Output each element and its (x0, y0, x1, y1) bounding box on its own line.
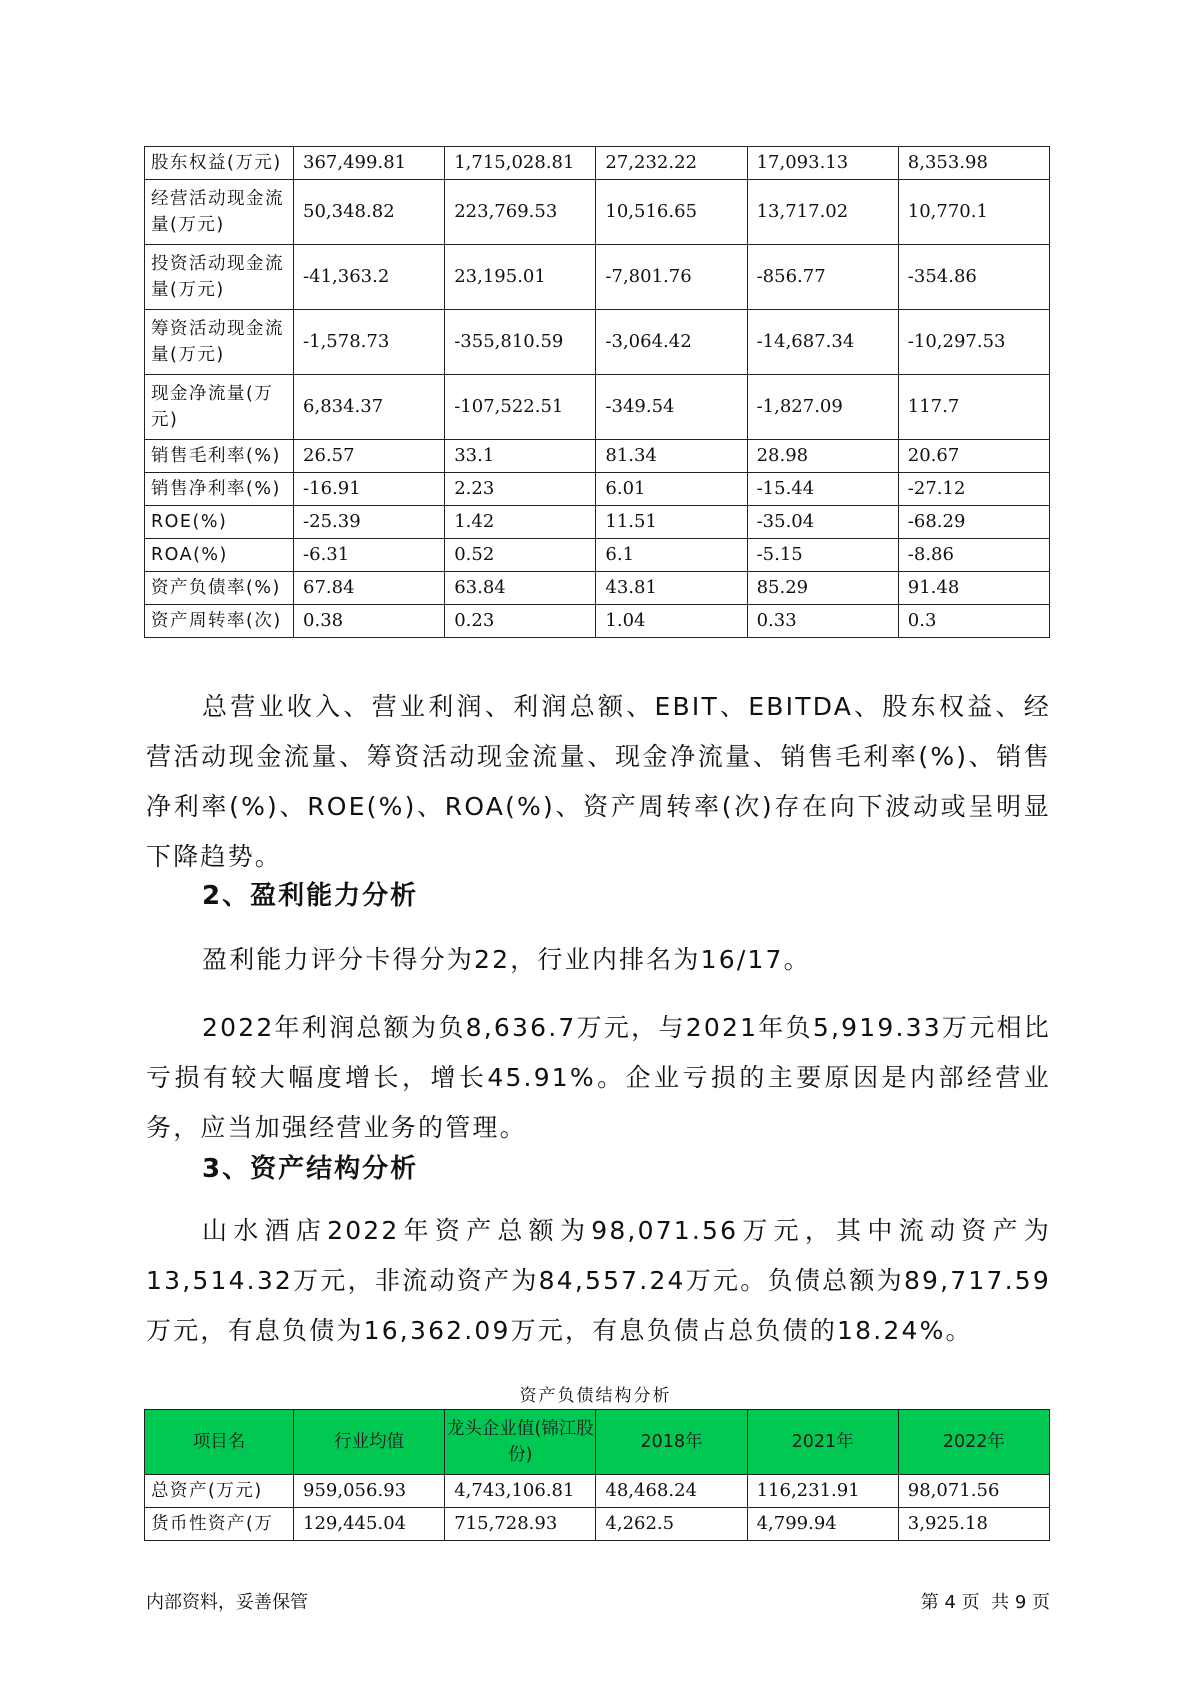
table-cell: -856.77 (747, 245, 898, 310)
table-cell: 50,348.82 (294, 180, 445, 245)
table-cell: 43.81 (596, 572, 747, 605)
table-cell: -25.39 (294, 506, 445, 539)
row-label: 销售净利率(%) (145, 473, 294, 506)
profitability-score-paragraph: 盈利能力评分卡得分为22，行业内排名为16/17。 (202, 945, 811, 974)
table-row (145, 440, 1050, 473)
row-label: 股东权益(万元) (145, 147, 294, 180)
row-label: 筹资活动现金流量(万元) (145, 310, 294, 375)
row-label: 货币性资产(万 (145, 1508, 294, 1541)
column-header: 2022年 (898, 1410, 1049, 1475)
table-cell: 1.42 (445, 506, 596, 539)
row-label: ROE(%) (145, 506, 294, 539)
table-cell: 117.7 (898, 375, 1049, 440)
row-label: 投资活动现金流量(万元) (145, 245, 294, 310)
table-cell: 23,195.01 (445, 245, 596, 310)
row-label: 资产周转率(次) (145, 605, 294, 638)
profit-analysis-paragraph: 2022年利润总额为负8,636.7万元，与2021年负5,919.33万元相比亏损有较大幅度增长，增长45.91%。企业亏损的主要原因是内部经营业务，应当加强经营业务的管理。 (146, 1013, 1051, 1142)
table-cell: 10,516.65 (596, 180, 747, 245)
table-row (145, 539, 1050, 572)
table-cell: -14,687.34 (747, 310, 898, 375)
table-cell: 715,728.93 (445, 1508, 596, 1541)
row-label: ROA(%) (145, 539, 294, 572)
table-cell: 1.04 (596, 605, 747, 638)
table-cell: 3,925.18 (898, 1508, 1049, 1541)
column-header: 2018年 (596, 1410, 747, 1475)
table-cell: 6.01 (596, 473, 747, 506)
table-cell: -349.54 (596, 375, 747, 440)
page-number: 第 4 页 共 9 页 (920, 1592, 1050, 1613)
table-row (145, 310, 1050, 375)
table-cell: -35.04 (747, 506, 898, 539)
table-cell: -10,297.53 (898, 310, 1049, 375)
table-cell: -5.15 (747, 539, 898, 572)
table-cell: 367,499.81 (294, 147, 445, 180)
table-caption: 资产负债结构分析 (519, 1386, 672, 1406)
table-cell: 116,231.91 (747, 1475, 898, 1508)
table-cell: 33.1 (445, 440, 596, 473)
table-cell: 63.84 (445, 572, 596, 605)
table-cell: 959,056.93 (294, 1475, 445, 1508)
table-cell: -41,363.2 (294, 245, 445, 310)
table-cell: 26.57 (294, 440, 445, 473)
table-cell: -7,801.76 (596, 245, 747, 310)
table-cell: -15.44 (747, 473, 898, 506)
table-cell: 48,468.24 (596, 1475, 747, 1508)
table-cell: -16.91 (294, 473, 445, 506)
table-row (145, 572, 1050, 605)
row-label: 销售毛利率(%) (145, 440, 294, 473)
row-label: 总资产(万元) (145, 1475, 294, 1508)
table-cell: -8.86 (898, 539, 1049, 572)
table-cell: -27.12 (898, 473, 1049, 506)
table-cell: 0.33 (747, 605, 898, 638)
table-row (145, 1475, 1050, 1508)
table-cell: 27,232.22 (596, 147, 747, 180)
financial-indicators-table (144, 146, 1050, 638)
table-cell: -3,064.42 (596, 310, 747, 375)
table-cell: 223,769.53 (445, 180, 596, 245)
table-cell: -354.86 (898, 245, 1049, 310)
table-cell: -1,578.73 (294, 310, 445, 375)
asset-structure-heading: 3、资产结构分析 (202, 1154, 419, 1184)
table-cell: 81.34 (596, 440, 747, 473)
table-cell: 67.84 (294, 572, 445, 605)
table-cell: 0.52 (445, 539, 596, 572)
table-row (145, 245, 1050, 310)
table-cell: 4,743,106.81 (445, 1475, 596, 1508)
balance-structure-table (144, 1409, 1050, 1541)
table-row (145, 375, 1050, 440)
row-label: 经营活动现金流量(万元) (145, 180, 294, 245)
table-cell: 13,717.02 (747, 180, 898, 245)
column-header: 龙头企业值(锦江股份) (445, 1410, 596, 1475)
trend-summary-paragraph: 总营业收入、营业利润、利润总额、EBIT、EBITDA、股东权益、经营活动现金流量、筹资活动现金流量、现金净流量、销售毛利率(%)、销售净利率(%)、ROE(%)、ROA(%)、资产周转率(次)存在向下波动或呈明显下降趋势。 (146, 692, 1051, 871)
table-row (145, 1508, 1050, 1541)
table-row (145, 605, 1050, 638)
table-cell: 28.98 (747, 440, 898, 473)
table-cell: 4,262.5 (596, 1508, 747, 1541)
table-cell: 98,071.56 (898, 1475, 1049, 1508)
profitability-heading: 2、盈利能力分析 (202, 881, 419, 911)
table-cell: 0.23 (445, 605, 596, 638)
table-cell: 0.38 (294, 605, 445, 638)
table-cell: -107,522.51 (445, 375, 596, 440)
row-label: 现金净流量(万元) (145, 375, 294, 440)
table-header-row (145, 1410, 1050, 1475)
table-cell: -6.31 (294, 539, 445, 572)
table-cell: -1,827.09 (747, 375, 898, 440)
table-row (145, 506, 1050, 539)
confidential-notice: 内部资料，妥善保管 (146, 1592, 308, 1613)
column-header: 2021年 (747, 1410, 898, 1475)
table-cell: 6.1 (596, 539, 747, 572)
table-row (145, 473, 1050, 506)
asset-structure-paragraph: 山水酒店2022年资产总额为98,071.56万元，其中流动资产为13,514.32万元，非流动资产为84,557.24万元。负债总额为89,717.59万元，有息负债为16,362.09万元，有息负债占总负债的18.24%。 (146, 1216, 1051, 1345)
table-cell: -68.29 (898, 506, 1049, 539)
table-row (145, 147, 1050, 180)
table-cell: 4,799.94 (747, 1508, 898, 1541)
table-cell: 2.23 (445, 473, 596, 506)
table-cell: 85.29 (747, 572, 898, 605)
table-cell: 129,445.04 (294, 1508, 445, 1541)
table-cell: 0.3 (898, 605, 1049, 638)
table-cell: 1,715,028.81 (445, 147, 596, 180)
table-row (145, 180, 1050, 245)
table-cell: 17,093.13 (747, 147, 898, 180)
column-header: 行业均值 (294, 1410, 445, 1475)
table-cell: 20.67 (898, 440, 1049, 473)
table-cell: 91.48 (898, 572, 1049, 605)
table-cell: 8,353.98 (898, 147, 1049, 180)
table-cell: 10,770.1 (898, 180, 1049, 245)
row-label: 资产负债率(%) (145, 572, 294, 605)
column-header: 项目名 (145, 1410, 294, 1475)
table-cell: 6,834.37 (294, 375, 445, 440)
table-cell: -355,810.59 (445, 310, 596, 375)
table-cell: 11.51 (596, 506, 747, 539)
